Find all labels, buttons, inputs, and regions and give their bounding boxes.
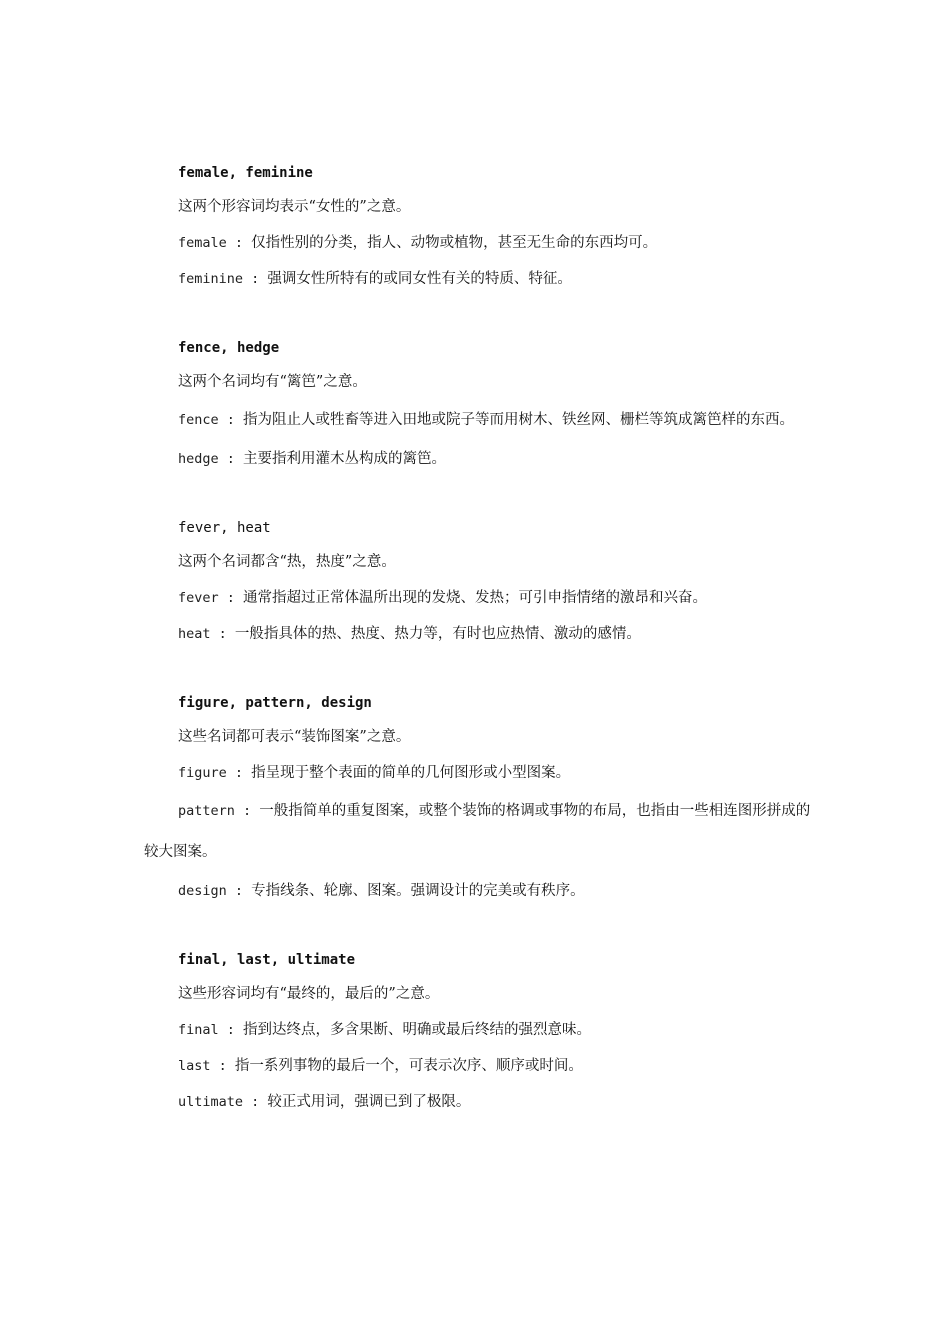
separator: :	[226, 765, 252, 781]
definition: 指到达终点，多含果断、明确或最后终结的强烈意味。	[243, 1022, 592, 1038]
separator: :	[218, 451, 244, 467]
separator: :	[210, 1058, 235, 1074]
entry-item	[144, 261, 812, 297]
entry-item	[144, 616, 812, 652]
entry-title: fence, hedge	[178, 340, 280, 356]
entry-intro: 这两个形容词均表示“女性的”之意。	[178, 199, 411, 215]
term: last	[178, 1058, 211, 1074]
entry-item	[144, 400, 812, 441]
definition: 专指线条、轮廓、图案。强调设计的完美或有秩序。	[251, 883, 585, 899]
entry-item	[144, 1048, 812, 1084]
separator: :	[218, 412, 244, 428]
entry-item	[144, 1012, 812, 1048]
entry-intro: 这些形容词均有“最终的，最后的”之意。	[178, 986, 440, 1002]
term: design	[178, 883, 227, 899]
entry-item	[144, 791, 812, 873]
entry-item	[144, 225, 812, 261]
term: heat	[178, 626, 211, 642]
entry-figure-pattern-design	[144, 688, 812, 909]
separator: :	[243, 271, 268, 287]
term: female	[178, 235, 227, 251]
definition: 仅指性别的分类，指人、动物或植物，甚至无生命的东西均可。	[251, 235, 658, 251]
entry-item	[144, 1084, 812, 1120]
separator: :	[226, 883, 252, 899]
entry-title: final, last, ultimate	[178, 952, 356, 968]
entry-item	[144, 441, 812, 477]
entry-fever-heat	[144, 513, 812, 652]
entry-item	[144, 580, 812, 616]
entry-title: fever, heat	[178, 520, 271, 536]
definition: 主要指利用灌木丛构成的篱笆。	[243, 451, 447, 467]
entry-female-feminine	[144, 158, 812, 297]
definition: 指呈现于整个表面的简单的几何图形或小型图案。	[251, 765, 571, 781]
term: final	[178, 1022, 219, 1038]
term: hedge	[178, 451, 219, 467]
term: feminine	[178, 271, 244, 287]
separator: :	[210, 626, 235, 642]
separator: :	[218, 590, 244, 606]
entry-intro: 这两个名词都含“热，热度”之意。	[178, 554, 396, 570]
definition: 一般指简单的重复图案，或整个装饰的格调或事物的布局，也指由一些相连图形拼成的较大图案。	[144, 803, 811, 860]
separator: :	[243, 1094, 268, 1110]
definition: 一般指具体的热、热度、热力等，有时也应热情、激动的感情。	[234, 626, 641, 642]
entry-item	[144, 755, 812, 791]
term: fence	[178, 412, 219, 428]
entry-fence-hedge	[144, 333, 812, 477]
term: figure	[178, 765, 227, 781]
separator: :	[234, 803, 260, 819]
definition: 强调女性所特有的或同女性有关的特质、特征。	[267, 271, 572, 287]
document-content	[144, 158, 812, 1156]
entry-title: figure, pattern, design	[178, 695, 372, 711]
entry-item	[144, 873, 812, 909]
entry-final-last-ultimate	[144, 945, 812, 1120]
definition: 指为阻止人或牲畜等进入田地或院子等而用树木、铁丝网、栅栏等筑成篱笆样的东西。	[243, 412, 795, 428]
separator: :	[218, 1022, 244, 1038]
definition: 较正式用词，强调已到了极限。	[267, 1094, 471, 1110]
term: pattern	[178, 803, 235, 819]
definition: 指一系列事物的最后一个，可表示次序、顺序或时间。	[234, 1058, 583, 1074]
entry-title: female, feminine	[178, 165, 313, 181]
term: fever	[178, 590, 219, 606]
entry-intro: 这些名词都可表示“装饰图案”之意。	[178, 729, 411, 745]
term: ultimate	[178, 1094, 244, 1110]
definition: 通常指超过正常体温所出现的发烧、发热；可引申指情绪的激昂和兴奋。	[243, 590, 708, 606]
entry-intro: 这两个名词均有“篱笆”之意。	[178, 374, 367, 390]
separator: :	[226, 235, 252, 251]
